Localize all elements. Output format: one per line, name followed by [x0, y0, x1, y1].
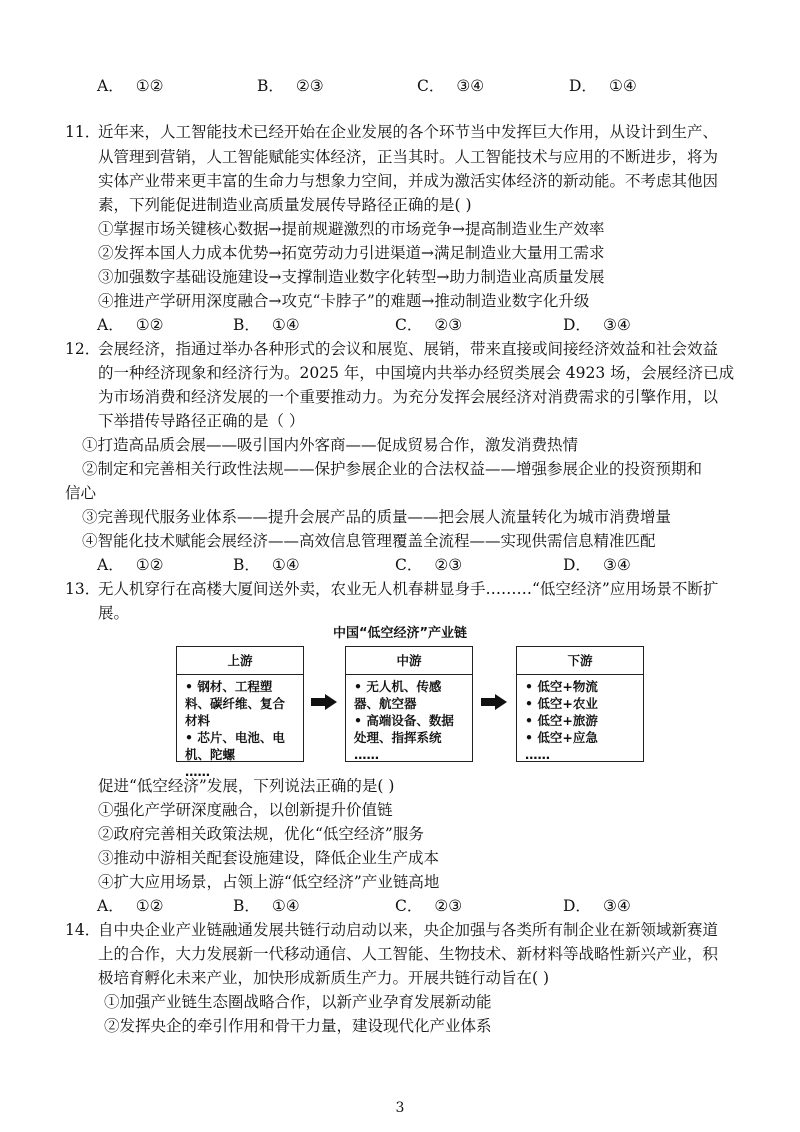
midstream-item: • 无人机、传感器、航空器	[354, 679, 442, 711]
midstream-item: ……	[354, 747, 379, 762]
downstream-heading: 下游	[517, 647, 643, 675]
option-a: A． ①②	[97, 556, 164, 574]
question-number: 13．	[65, 580, 101, 598]
prev-options	[97, 75, 737, 97]
option-d: D． ①④	[569, 77, 637, 95]
stem-line: 的一种经济现象和经济行为。2025 年，中国境内共举办经贸类展会 4923 场，会展经济已成	[98, 364, 735, 382]
choice-item: ④扩大应用场景，占领上游“低空经济”产业链高地	[98, 873, 440, 891]
question-number: 11．	[65, 123, 101, 141]
stem-line: 展。	[98, 604, 130, 622]
choice-item: ②发挥本国人力成本优势→拓宽劳动力引进渠道→满足制造业大量用工需求	[98, 244, 605, 262]
downstream-box	[516, 646, 644, 762]
option-c: C． ②③	[395, 897, 463, 915]
choice-item: ③完善现代服务业体系——提升会展产品的质量——把会展人流量转化为城市消费增量	[82, 508, 672, 526]
option-c: C． ②③	[395, 556, 463, 574]
stem-line: 会展经济，指通过举办各种形式的会议和展览、展销，带来直接或间接经济效益和社会效益	[98, 340, 719, 358]
options	[97, 314, 737, 336]
question-number: 14．	[65, 921, 101, 939]
downstream-item: • 低空+应急	[525, 730, 598, 745]
option-b: B． ①④	[233, 897, 300, 915]
downstream-item: • 低空+农业	[525, 696, 598, 711]
option-d: D． ③④	[563, 897, 631, 915]
choice-item: ①掌握市场关键核心数据→提前规避激烈的市场竞争→提高制造业生产效率	[98, 220, 605, 238]
downstream-item: • 低空+物流	[525, 679, 598, 694]
choice-item: 信心	[65, 484, 97, 502]
choice-item: ②制定和完善相关行政性法规——保护参展企业的合法权益——增强参展企业的投资预期和	[82, 460, 703, 478]
upstream-item: ……	[185, 764, 210, 779]
option-b: B． ①④	[233, 556, 300, 574]
option-a: A． ①②	[97, 316, 164, 334]
upstream-heading: 上游	[177, 647, 303, 675]
upstream-item: • 芯片、电池、电机、陀螺	[185, 730, 285, 762]
stem-line: 极培育孵化未来产业，加快形成新质生产力。开展共链行动旨在( )	[98, 969, 550, 987]
choice-item: ④智能化技术赋能会展经济——高效信息管理覆盖全流程——实现供需信息精准匹配	[82, 532, 656, 550]
downstream-item: ……	[525, 747, 550, 762]
stem-line: 自中央企业产业链融通发展共链行动启动以来，央企加强与各类所有制企业在新领域新赛道	[98, 921, 719, 939]
midstream-heading: 中游	[346, 647, 472, 675]
question-number: 12．	[65, 340, 101, 358]
options	[97, 895, 737, 917]
stem-line: 无人机穿行在高楼大厦间送外卖，农业无人机春耕显身手………“低空经济”应用场景不断扩	[98, 580, 719, 598]
options	[97, 554, 737, 576]
right-arrow-icon	[481, 694, 507, 710]
stem-line: 从管理到营销，人工智能赋能实体经济，正当其时。人工智能技术与应用的不断进步，将为	[98, 148, 719, 166]
choice-item: ②发挥央企的牵引作用和骨干力量，建设现代化产业体系	[104, 1017, 492, 1035]
stem-line: 实体产业带来更丰富的生命力与想象力空间，并成为激活实体经济的新动能。不考虑其他因	[98, 172, 719, 190]
option-c: C． ②③	[395, 316, 463, 334]
option-b: B． ②③	[257, 77, 324, 95]
stem-line: 下举措传导路径正确的是（ ）	[98, 412, 305, 430]
downstream-item: • 低空+旅游	[525, 713, 598, 728]
choice-item: ②政府完善相关政策法规，优化“低空经济”服务	[98, 825, 424, 843]
option-b: B． ①④	[233, 316, 300, 334]
upstream-box	[176, 646, 304, 779]
stem-line: 为市场消费和经济发展的一个重要推动力。为充分发挥会展经济对消费需求的引擎作用，以	[98, 388, 719, 406]
option-d: D． ③④	[563, 316, 631, 334]
stem-line: 近年来，人工智能技术已经开始在企业发展的各个环节当中发挥巨大作用，从设计到生产、	[98, 123, 719, 141]
option-c: C． ③④	[417, 77, 485, 95]
midstream-item: • 高端设备、数据处理、指挥系统	[354, 713, 454, 745]
stem-line: 素，下列能促进制造业高质量发展传导路径正确的是( )	[98, 196, 472, 214]
choice-item: ①强化产学研深度融合，以创新提升价值链	[98, 801, 393, 819]
option-d: D． ③④	[563, 556, 631, 574]
right-arrow-icon	[311, 694, 337, 710]
option-a: A． ①②	[97, 77, 164, 95]
page-number: 3	[395, 1100, 405, 1116]
choice-item: ①加强产业链生态圈战略合作，以新产业孕育发展新动能	[104, 993, 492, 1011]
choice-item: ③加强数字基础设施建设→支撑制造业数字化转型→助力制造业高质量发展	[98, 268, 605, 286]
choice-item: ④推进产学研用深度融合→攻克“卡脖子”的难题→推动制造业数字化升级	[98, 292, 590, 310]
upstream-item: • 钢材、工程塑料、碳纤维、复合材料	[185, 679, 286, 728]
diagram-title: 中国“低空经济”产业链	[332, 626, 468, 641]
stem-line: 上的合作，大力发展新一代移动通信、人工智能、生物技术、新材料等战略性新兴产业，积	[98, 945, 719, 963]
question-prompt: 促进“低空经济”发展，下列说法正确的是( )	[98, 777, 395, 795]
choice-item: ①打造高品质会展——吸引国内外客商——促成贸易合作，激发消费热情	[82, 436, 579, 454]
choice-item: ③推动中游相关配套设施建设，降低企业生产成本	[98, 849, 440, 867]
option-a: A． ①②	[97, 897, 164, 915]
midstream-box	[345, 646, 473, 762]
